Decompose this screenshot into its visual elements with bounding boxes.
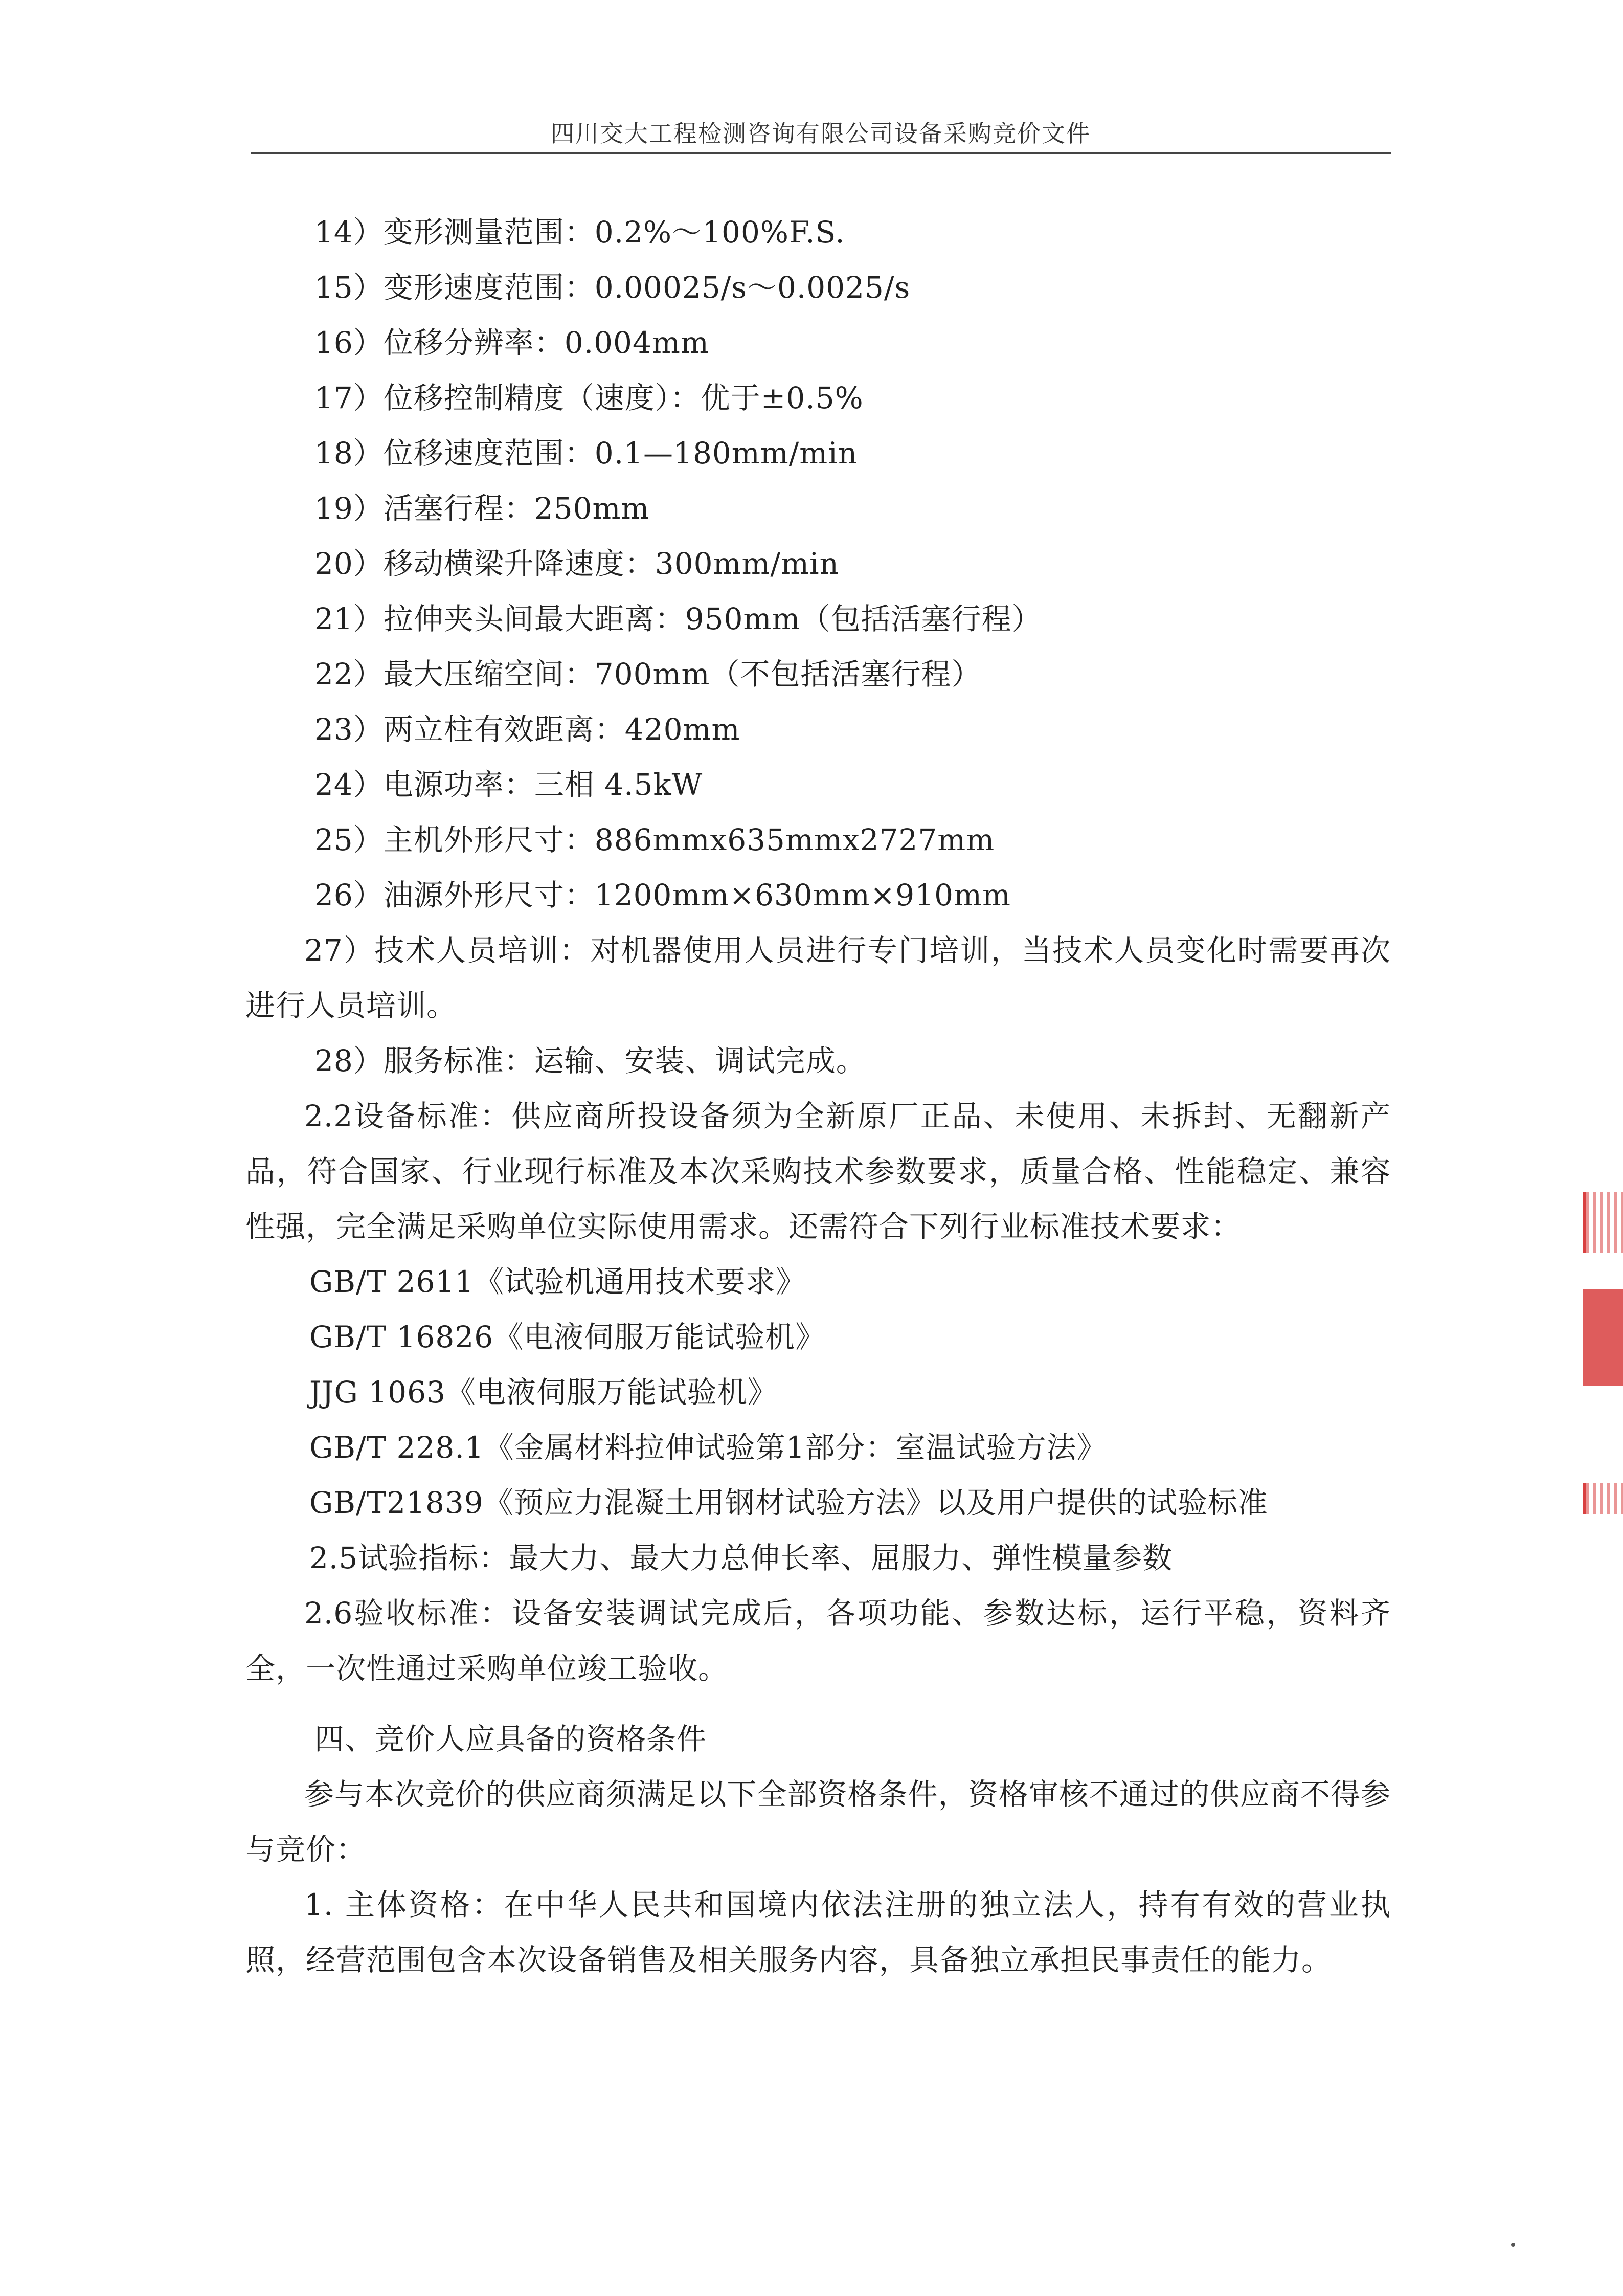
header-divider [251,152,1391,154]
standard-gbt-21839: GB/T21839《预应力混凝土用钢材试验方法》以及用户提供的试验标准 [309,1485,1268,1520]
standard-gbt-228-1: GB/T 228.1《金属材料拉伸试验第1部分：室温试验方法》 [309,1430,1107,1465]
spec-item-15: 15）变形速度范围：0.00025/s～0.0025/s [314,270,911,305]
spec-item-25: 25）主机外形尺寸：886mmx635mmx2727mm [314,822,995,857]
section-four-heading: 四、竞价人应具备的资格条件 [314,1722,707,1756]
seal-stamp-fragment-bottom [1583,1483,1623,1514]
section-four-intro: 参与本次竞价的供应商须满足以下全部资格条件，资格审核不通过的供应商不得参与竞价： [245,1777,1391,1867]
spec-item-17: 17）位移控制精度（速度）：优于±0.5% [314,381,864,415]
spec-item-26: 26）油源外形尺寸：1200mm×630mm×910mm [314,878,1011,912]
seal-stamp-fragment-middle [1583,1289,1623,1386]
spec-item-18: 18）位移速度范围：0.1—180mm/min [314,436,858,471]
spec-item-14: 14）变形测量范围：0.2%～100%F.S. [314,215,845,250]
standard-gbt-2611: GB/T 2611《试验机通用技术要求》 [309,1264,806,1299]
spec-item-20: 20）移动横梁升降速度：300mm/min [314,546,839,581]
qualification-item-1: 1. 主体资格：在中华人民共和国境内依法注册的独立法人，持有有效的营业执照，经营范围包含本次设备销售及相关服务内容，具备独立承担民事责任的能力。 [245,1887,1391,1977]
spec-item-16: 16）位移分辨率：0.004mm [314,325,709,360]
spec-item-27: 27）技术人员培训：对机器使用人员进行专门培训，当技术人员变化时需要再次进行人员培训。 [245,933,1391,1023]
spec-item-28: 28）服务标准：运输、安装、调试完成。 [314,1043,866,1078]
acceptance-standard-paragraph: 2.6验收标准：设备安装调试完成后，各项功能、参数达标，运行平稳，资料齐全，一次性通过采购单位竣工验收。 [245,1596,1391,1686]
spec-item-19: 19）活塞行程：250mm [314,491,650,526]
test-indicators-line: 2.5试验指标：最大力、最大力总伸长率、屈服力、弹性模量参数 [309,1541,1173,1575]
standard-gbt-16826: GB/T 16826《电液伺服万能试验机》 [309,1320,826,1354]
scan-speck [1511,2243,1515,2247]
equipment-standard-paragraph: 2.2设备标准：供应商所投设备须为全新原厂正品、未使用、未拆封、无翻新产品，符合国家、行业现行标准及本次采购技术参数要求，质量合格、性能稳定、兼容性强，完全满足采购单位实际使用需求。还需符合下列行业标准技术要求： [245,1099,1391,1244]
spec-item-24: 24）电源功率：三相 4.5kW [314,767,703,802]
seal-stamp-fragment-top [1583,1192,1623,1253]
document-body [245,205,1391,1988]
standard-jjg-1063: JJG 1063《电液伺服万能试验机》 [309,1375,778,1410]
spec-item-21: 21）拉伸夹头间最大距离：950mm（包括活塞行程） [314,601,1042,636]
spec-item-23: 23）两立柱有效距离：420mm [314,712,740,747]
document-header: 四川交大工程检测咨询有限公司设备采购竞价文件 [551,120,1091,147]
spec-item-22: 22）最大压缩空间：700mm（不包括活塞行程） [314,657,982,692]
